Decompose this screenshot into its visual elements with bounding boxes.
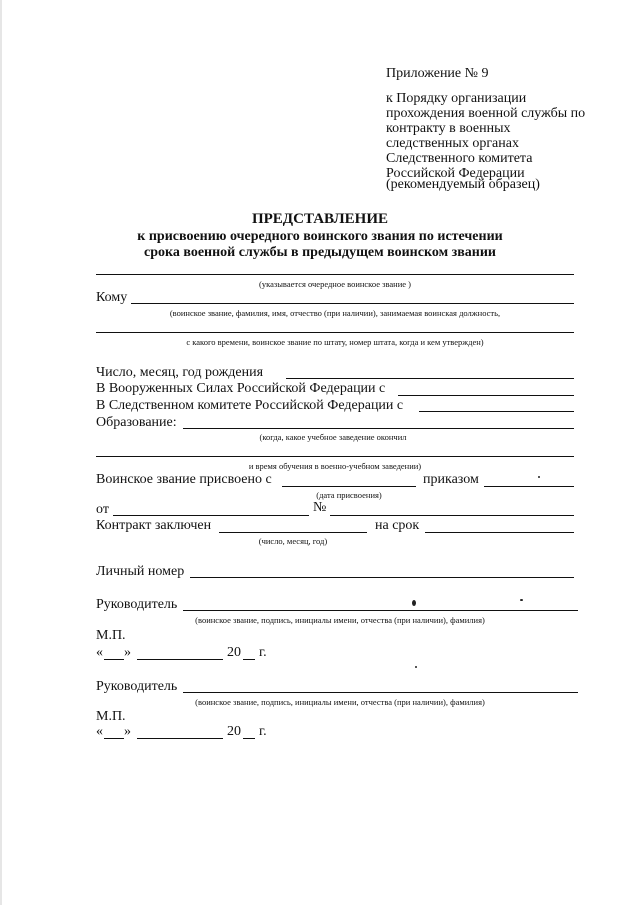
birth-label: Число, месяц, год рождения (96, 365, 264, 380)
date-hint: (дата присвоения) (316, 490, 382, 500)
scan-speck (538, 476, 540, 478)
stamp-label-1: М.П. (96, 628, 126, 643)
armed-forces-field-line[interactable] (398, 395, 574, 396)
year-field-line-1[interactable] (243, 659, 255, 660)
scan-speck (520, 599, 523, 601)
year-prefix-1: 20 (227, 645, 241, 660)
education-hint-2: и время обучения в военно-учебном заведении) (248, 461, 422, 471)
month-field-line-2[interactable] (137, 738, 223, 739)
rank-field-line[interactable] (96, 274, 574, 275)
education-hint: (когда, какое учебное заведение окончил (259, 432, 407, 442)
from-field-line[interactable] (113, 515, 309, 516)
armed-forces-label: В Вооруженных Силах Российской Федерации с (96, 381, 386, 396)
order-field-line[interactable] (484, 486, 574, 487)
committee-label: В Следственном комитете Российской Федерации с (96, 398, 404, 413)
scan-edge (0, 0, 2, 905)
rank-assigned-field-line[interactable] (282, 486, 416, 487)
document-subtitle-line1: к присвоению очередного воинского звания по истечении (137, 229, 503, 244)
year-prefix-2: 20 (227, 724, 241, 739)
birth-field-line[interactable] (286, 378, 574, 379)
head-hint-2: (воинское звание, подпись, инициалы имени, отчества (при наличии), фамилия) (195, 697, 485, 707)
number-field-line[interactable] (330, 515, 574, 516)
to-field-line-2[interactable] (96, 332, 574, 333)
head-hint-1: (воинское звание, подпись, инициалы имени, отчества (при наличии), фамилия) (195, 615, 485, 625)
to-label: Кому (96, 290, 128, 305)
appendix-reference: к Порядку организации прохождения военной службы по контракту в военных следственных органах Следственного комитета Российской Федерации (386, 91, 586, 181)
order-label: приказом (423, 472, 479, 487)
scan-speck (412, 600, 416, 606)
appendix-number: Приложение № 9 (386, 66, 489, 81)
contract-label: Контракт заключен (96, 518, 212, 533)
to-hint: (воинское звание, фамилия, имя, отчество (при наличии), занимаемая воинская должность, (169, 308, 501, 318)
head-label-1: Руководитель (96, 597, 178, 612)
number-label: № (313, 500, 327, 515)
year-suffix-2: г. (259, 724, 267, 739)
rank-assigned-label: Воинское звание присвоено с (96, 472, 272, 487)
education-field-line-2[interactable] (96, 456, 574, 457)
education-field-line[interactable] (183, 428, 574, 429)
date-close-1: » (124, 645, 131, 660)
date-close-2: » (124, 724, 131, 739)
term-label: на срок (375, 518, 420, 533)
personal-number-label: Личный номер (96, 564, 185, 579)
rank-hint: (указывается очередное воинское звание ) (259, 279, 411, 289)
to-hint-2: с какого времени, воинское звание по штату, номер штата, когда и кем утвержден) (186, 337, 484, 347)
head-field-line-2[interactable] (183, 692, 578, 693)
month-field-line-1[interactable] (137, 659, 223, 660)
to-field-line[interactable] (131, 303, 574, 304)
appendix-note: (рекомендуемый образец) (386, 177, 540, 192)
personal-number-field-line[interactable] (190, 577, 574, 578)
scan-speck (415, 666, 417, 668)
document-title: ПРЕДСТАВЛЕНИЕ (251, 211, 389, 227)
date-open-1: « (96, 645, 103, 660)
head-field-line-1[interactable] (183, 610, 578, 611)
day-field-line-1[interactable] (104, 659, 124, 660)
date-open-2: « (96, 724, 103, 739)
education-label: Образование: (96, 415, 177, 430)
from-label: от (96, 502, 109, 517)
year-field-line-2[interactable] (243, 738, 255, 739)
stamp-label-2: М.П. (96, 709, 126, 724)
head-label-2: Руководитель (96, 679, 178, 694)
document-subtitle-line2: срока военной службы в предыдущем воинском звании (144, 245, 496, 260)
committee-field-line[interactable] (419, 411, 574, 412)
contract-field-line[interactable] (219, 532, 367, 533)
year-suffix-1: г. (259, 645, 267, 660)
term-field-line[interactable] (425, 532, 574, 533)
contract-hint: (число, месяц, год) (258, 536, 328, 546)
day-field-line-2[interactable] (104, 738, 124, 739)
